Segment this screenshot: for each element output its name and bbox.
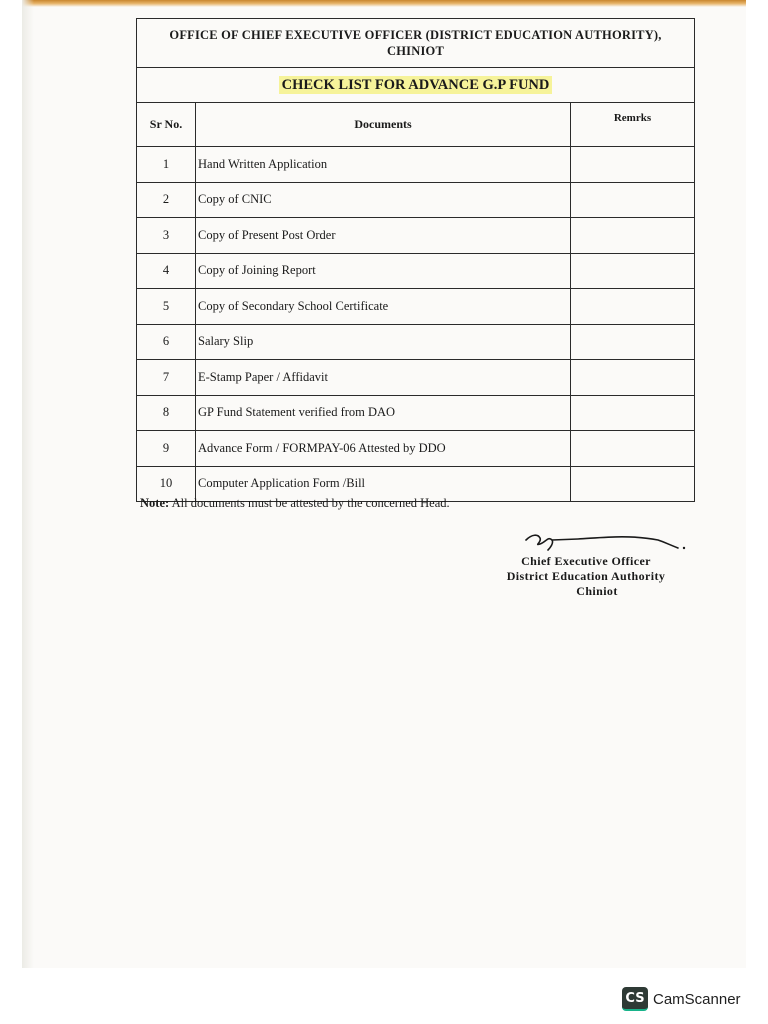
checklist-table <box>136 18 695 502</box>
sr-cell: 5 <box>137 289 196 325</box>
table-row <box>137 182 695 218</box>
sr-cell: 9 <box>137 431 196 467</box>
note <box>140 496 450 511</box>
sr-cell: 4 <box>137 253 196 289</box>
page-edge-strip <box>22 0 746 7</box>
document-cell: GP Fund Statement verified from DAO <box>196 395 571 431</box>
sr-cell: 10 <box>137 466 196 502</box>
document-cell: Copy of Secondary School Certificate <box>196 289 571 325</box>
office-line-1: OFFICE OF CHIEF EXECUTIVE OFFICER (DISTRICT EDUCATION AUTHORITY), <box>169 28 662 42</box>
table-row <box>137 324 695 360</box>
signature-line-1: Chief Executive Officer <box>521 554 651 568</box>
document-cell: Advance Form / FORMPAY-06 Attested by DDO <box>196 431 571 467</box>
table-row <box>137 289 695 325</box>
table-row <box>137 253 695 289</box>
remarks-cell <box>571 466 695 502</box>
sr-cell: 6 <box>137 324 196 360</box>
checklist-title-cell <box>137 68 695 103</box>
table-row <box>137 431 695 467</box>
signature-scribble <box>518 528 688 554</box>
remarks-cell <box>571 253 695 289</box>
remarks-cell <box>571 289 695 325</box>
document-cell: Computer Application Form /Bill <box>196 466 571 502</box>
note-label: Note: <box>140 496 170 510</box>
signature-line-3: Chiniot <box>576 584 618 598</box>
table-row <box>137 147 695 183</box>
signature-block <box>478 554 694 599</box>
sr-cell: 1 <box>137 147 196 183</box>
sr-cell: 8 <box>137 395 196 431</box>
column-header-remarks: Remrks <box>571 103 695 147</box>
remarks-cell <box>571 182 695 218</box>
table-row <box>137 360 695 396</box>
camscanner-text: CamScanner <box>653 990 741 1008</box>
office-header <box>137 19 695 68</box>
remarks-cell <box>571 324 695 360</box>
checklist-title: CHECK LIST FOR ADVANCE G.P FUND <box>279 76 553 94</box>
camscanner-logo-icon: CS <box>622 987 648 1011</box>
signature-line-2: District Education Authority <box>506 569 666 583</box>
column-header-documents: Documents <box>196 103 571 147</box>
document-cell: Salary Slip <box>196 324 571 360</box>
remarks-cell <box>571 218 695 254</box>
document-cell: Copy of CNIC <box>196 182 571 218</box>
remarks-cell <box>571 431 695 467</box>
table-row <box>137 218 695 254</box>
note-text: All documents must be attested by the concerned Head. <box>171 496 450 510</box>
remarks-cell <box>571 360 695 396</box>
remarks-cell <box>571 147 695 183</box>
office-line-2: CHINIOT <box>387 44 444 58</box>
page-shadow <box>22 0 34 968</box>
sr-cell: 2 <box>137 182 196 218</box>
table-row <box>137 395 695 431</box>
document-cell: Hand Written Application <box>196 147 571 183</box>
remarks-cell <box>571 395 695 431</box>
document-cell: Copy of Joining Report <box>196 253 571 289</box>
sr-cell: 3 <box>137 218 196 254</box>
document-cell: Copy of Present Post Order <box>196 218 571 254</box>
sr-cell: 7 <box>137 360 196 396</box>
camscanner-watermark <box>622 986 741 1012</box>
document-cell: E-Stamp Paper / Affidavit <box>196 360 571 396</box>
column-header-sr: Sr No. <box>137 103 196 147</box>
